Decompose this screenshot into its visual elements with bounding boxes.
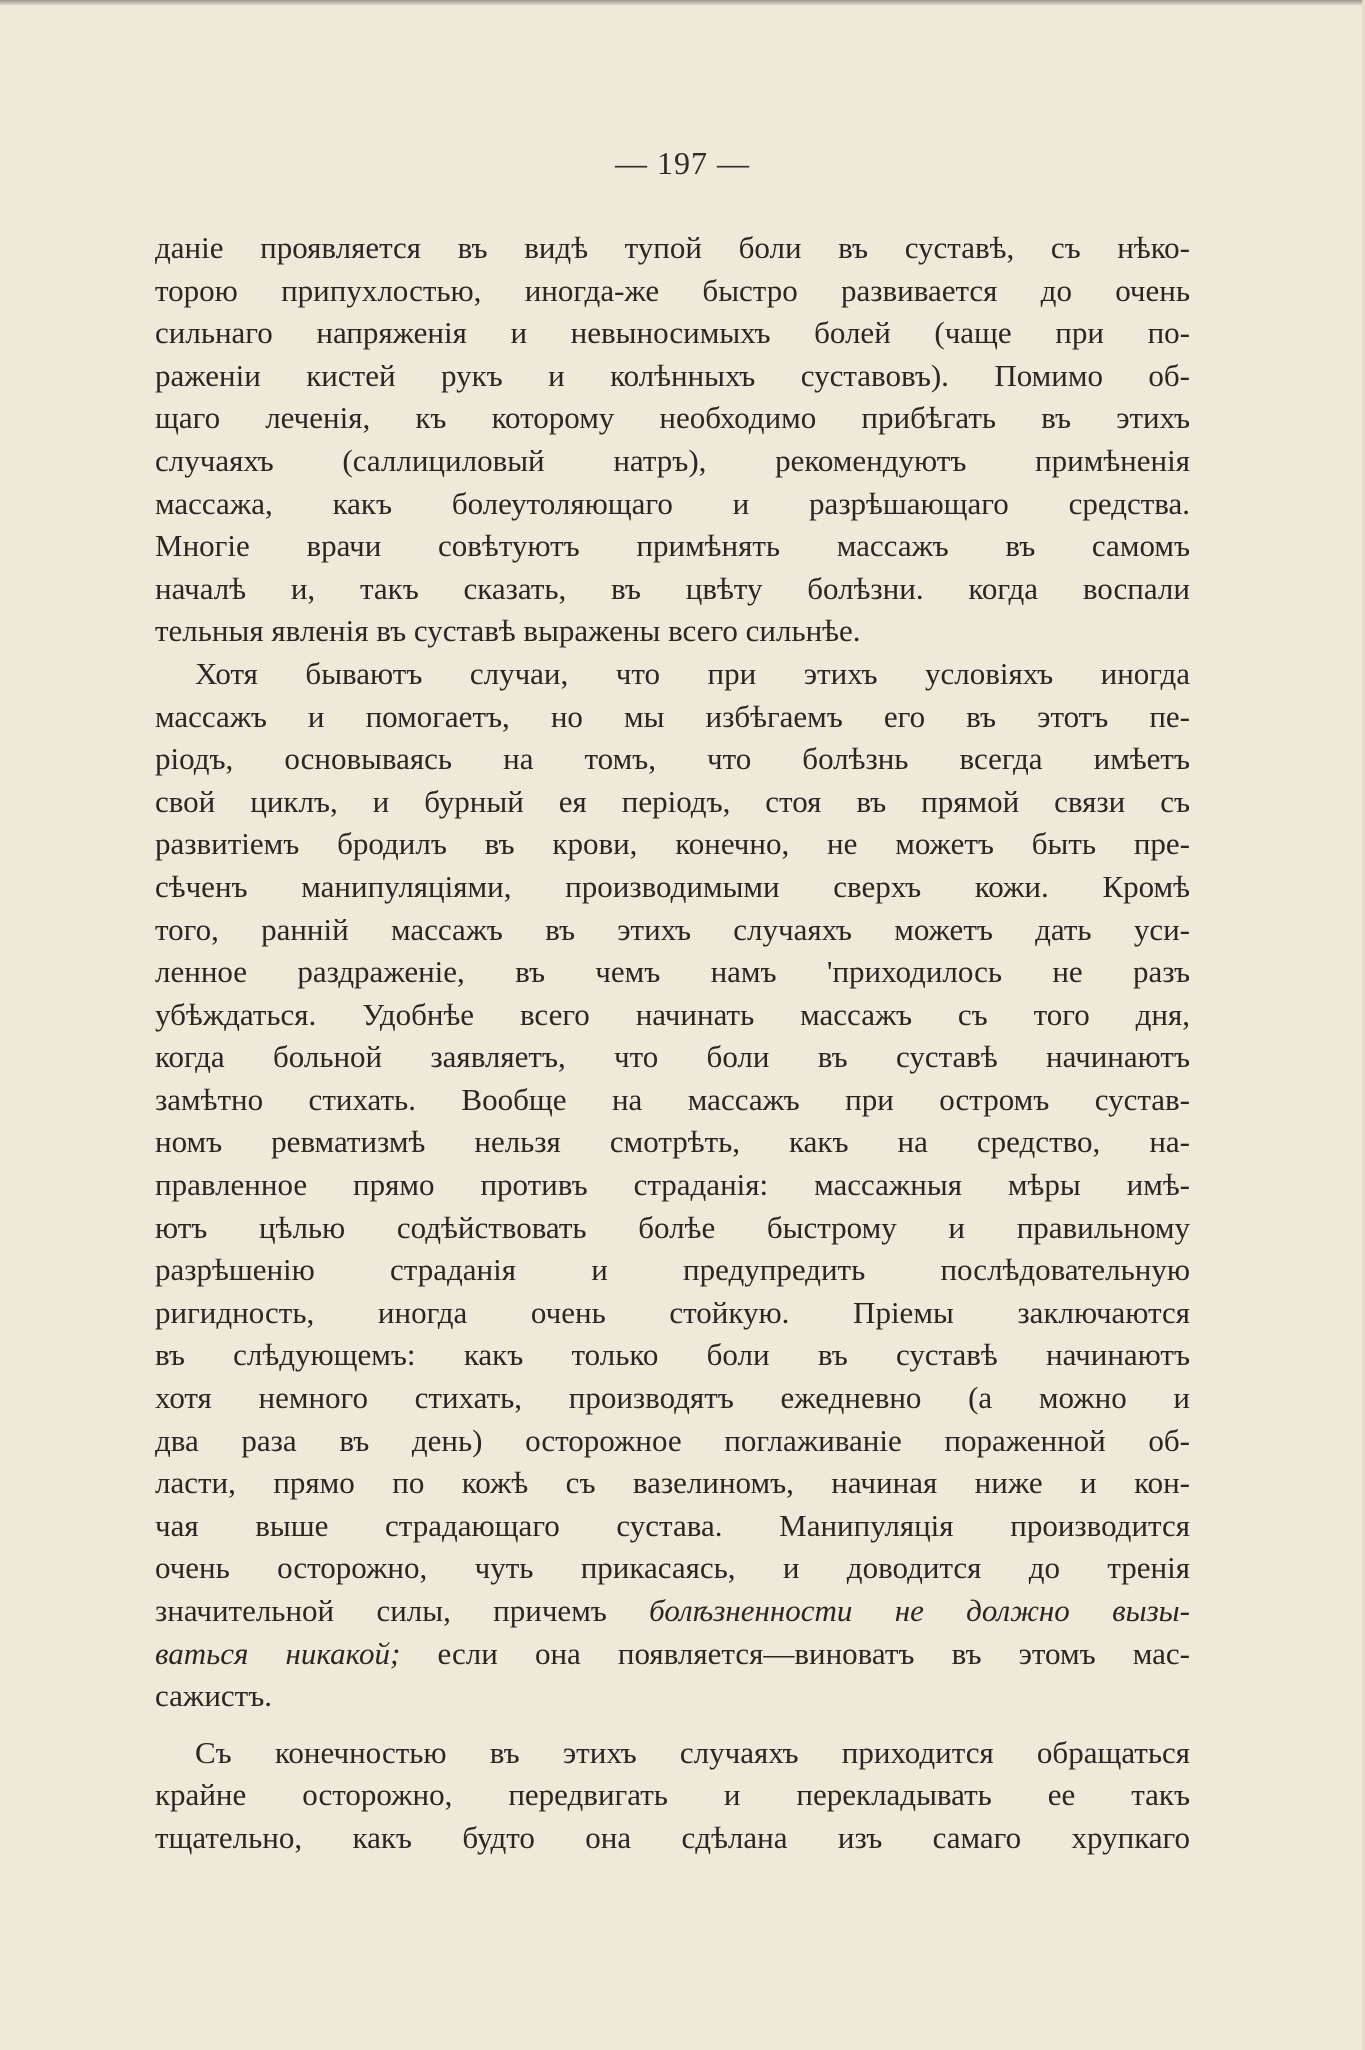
text-line: тщательно, какъ будто она сдѣлана изъ самаго хрупкаго: [155, 1819, 1190, 1855]
text-line: чая выше страдающаго сустава. Манипуляція производится: [155, 1507, 1190, 1543]
text-line: свой циклъ, и бурный ея періодъ, стоя въ прямой связи съ: [155, 783, 1190, 819]
italic-emphasis: болѣзненности не должно вызы-: [649, 1593, 1190, 1628]
text-line: очень осторожно, чуть прикасаясь, и доводится до тренія: [155, 1550, 1190, 1586]
text-line: убѣждаться. Удобнѣе всего начинать массажъ съ того дня,: [155, 996, 1190, 1032]
text-line: Многіе врачи совѣтуютъ примѣнять массажъ въ самомъ: [155, 528, 1190, 564]
text-line: случаяхъ (саллициловый натръ), рекомендуютъ примѣненія: [155, 442, 1190, 478]
text-line-with-italic: [155, 1590, 1190, 1633]
text-line: раженіи кистей рукъ и колѣнныхъ суставовъ). Помимо об-: [155, 357, 1190, 393]
text-line: когда больной заявляетъ, что боли въ суставѣ начинаютъ: [155, 1039, 1190, 1075]
text-line: ютъ цѣлью содѣйствовать болѣе быстрому и правильному: [155, 1209, 1190, 1245]
text-line: два раза въ день) осторожное поглаживаніе пораженной об-: [155, 1422, 1190, 1458]
text-line: ріодъ, основываясь на томъ, что болѣзнь всегда имѣетъ: [155, 741, 1190, 777]
text-line: началѣ и, такъ сказать, въ цвѣту болѣзни. когда воспали: [155, 570, 1190, 606]
paragraph-3: [155, 1732, 1190, 1860]
text-line: разрѣшенію страданія и предупредить послѣдовательную: [155, 1252, 1190, 1288]
text-line: щаго леченія, къ которому необходимо прибѣгать въ этихъ: [155, 400, 1190, 436]
text-line: правленное прямо противъ страданія: массажныя мѣры имѣ-: [155, 1167, 1190, 1203]
text-line: торою припухлостью, иногда-же быстро развивается до очень: [155, 272, 1190, 308]
text-line: сильнаго напряженія и невыносимыхъ болей (чаще при по-: [155, 315, 1190, 351]
text-line: того, ранній массажъ въ этихъ случаяхъ можетъ дать уси-: [155, 911, 1190, 947]
page-number: — 197 —: [615, 145, 750, 181]
text-line: массажа, какъ болеутоляющаго и разрѣшающаго средства.: [155, 485, 1190, 521]
page-top-edge: [0, 0, 1365, 6]
text-line: ласти, прямо по кожѣ съ вазелиномъ, начиная ниже и кон-: [155, 1465, 1190, 1501]
text-line: тельныя явленія въ суставѣ выражены всего сильнѣе.: [155, 613, 861, 649]
text-line: даніе проявляется въ видѣ тупой боли въ суставѣ, съ нѣко-: [155, 230, 1190, 265]
text-line-with-italic: [155, 1633, 1190, 1676]
text-run: если она появляется—виноватъ въ этомъ мас-: [400, 1635, 1190, 1671]
text-line: массажъ и помогаетъ, но мы избѣгаемъ его въ этотъ пе-: [155, 698, 1190, 734]
text-line: хотя немного стихать, производятъ ежедневно (а можно и: [155, 1380, 1190, 1416]
text-line: Съ конечностью въ этихъ случаяхъ приходится обращаться: [195, 1734, 1190, 1770]
text-line: въ слѣдующемъ: какъ только боли въ суставѣ начинаютъ: [155, 1337, 1190, 1373]
text-line: ригидность, иногда очень стойкую. Пріемы заключаются: [155, 1294, 1190, 1330]
text-line: крайне осторожно, передвигать и перекладывать ее такъ: [155, 1777, 1190, 1813]
text-line: сѣченъ манипуляціями, производимыми сверхъ кожи. Кромѣ: [155, 868, 1190, 904]
text-line: сажистъ.: [155, 1678, 272, 1714]
text-line: номъ ревматизмѣ нельзя смотрѣть, какъ на средство, на-: [155, 1124, 1190, 1160]
paragraph-gap: [155, 1718, 1190, 1732]
text-line: ленное раздраженіе, въ чемъ намъ 'приходилось не разъ: [155, 954, 1190, 990]
paragraph-2: [155, 653, 1190, 1718]
text-line: замѣтно стихать. Вообще на массажъ при остромъ сустав-: [155, 1081, 1190, 1117]
paragraph-1: [155, 227, 1190, 653]
text-line: развитіемъ бродилъ въ крови, конечно, не можетъ быть пре-: [155, 826, 1190, 862]
text-run: значительной силы, причемъ: [155, 1593, 650, 1628]
page-body: [155, 227, 1190, 1860]
text-line: Хотя бываютъ случаи, что при этихъ условіяхъ иногда: [195, 655, 1190, 691]
italic-emphasis: ваться никакой;: [155, 1635, 401, 1671]
